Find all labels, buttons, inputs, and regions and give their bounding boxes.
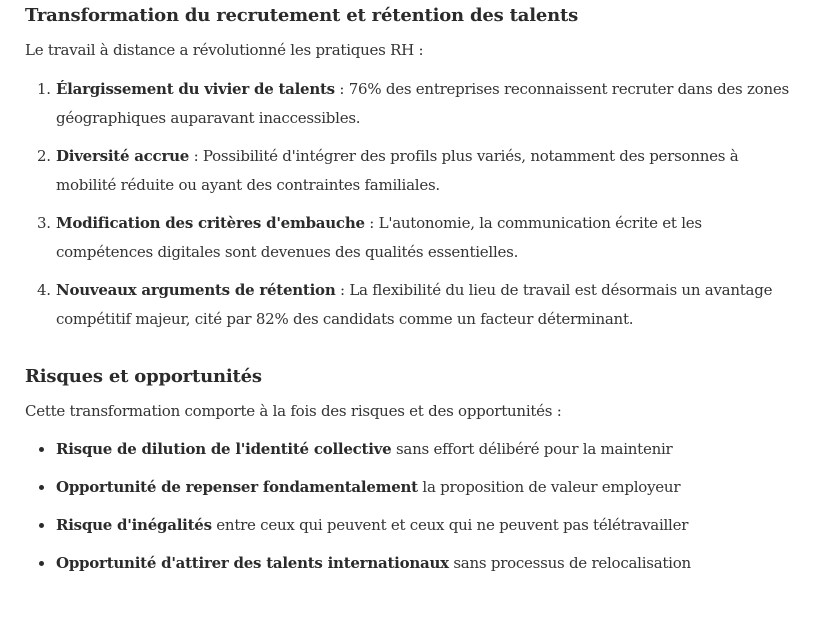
list-item-bold-label: Diversité accrue: [56, 147, 190, 165]
section-heading-recruitment: Transformation du recrutement et rétention des talents: [25, 5, 579, 26]
list-item-bold-label: Élargissement du vivier de talents: [56, 80, 335, 98]
list-item-bold-label: Risque d'inégalités: [56, 516, 212, 534]
list-item: [25, 75, 793, 133]
list-item: [25, 511, 793, 540]
bullet-icon: [39, 523, 44, 528]
list-item: [25, 549, 793, 578]
list-item-bold-label: Opportunité de repenser fondamentalement: [56, 478, 418, 496]
list-item: [25, 473, 793, 502]
list-item-text: : La flexibilité du lieu de travail est désormais un avantage compétitif majeur, cité par 82% des candidats comme un facteur déterminant.: [56, 281, 773, 328]
list-item-text: : Possibilité d'intégrer des profils plus variés, notamment des personnes à mobilité réduite ou ayant des contraintes familiales.: [56, 147, 739, 194]
list-item: [25, 209, 793, 267]
bullet-icon: [39, 485, 44, 490]
list-item-text: sans processus de relocalisation: [448, 554, 691, 572]
list-item-text: : L'autonomie, la communication écrite et les compétences digitales sont devenues des qualités essentielles.: [56, 214, 702, 261]
section-intro-recruitment: Le travail à distance a révolutionné les pratiques RH :: [25, 41, 424, 59]
list-item-text: sans effort délibéré pour la maintenir: [391, 440, 673, 458]
bullet-list-risks: [25, 435, 793, 578]
bullet-icon: [39, 447, 44, 452]
document-page: [0, 3, 817, 622]
list-item: [25, 435, 793, 464]
numbered-list-recruitment: [25, 75, 793, 334]
list-item-bold-label: Risque de dilution de l'identité collective: [56, 440, 392, 458]
list-item-number: 3.: [37, 214, 51, 232]
list-item: [25, 276, 793, 334]
list-item-text: : 76% des entreprises reconnaissent recruter dans des zones géographiques auparavant inaccessibles.: [56, 80, 789, 127]
bullet-icon: [39, 561, 44, 566]
list-item-number: 1.: [37, 80, 51, 98]
list-item-text: la proposition de valeur employeur: [417, 478, 681, 496]
section-intro-risks: Cette transformation comporte à la fois des risques et des opportunités :: [25, 402, 562, 420]
list-item-bold-label: Modification des critères d'embauche: [56, 214, 365, 232]
list-item-number: 2.: [37, 147, 51, 165]
section-heading-risks: Risques et opportunités: [25, 366, 262, 387]
list-item: [25, 142, 793, 200]
list-item-bold-label: Opportunité d'attirer des talents internationaux: [56, 554, 449, 572]
list-item-bold-label: Nouveaux arguments de rétention: [56, 281, 336, 299]
list-item-number: 4.: [37, 281, 51, 299]
list-item-text: entre ceux qui peuvent et ceux qui ne peuvent pas télétravailler: [211, 516, 689, 534]
